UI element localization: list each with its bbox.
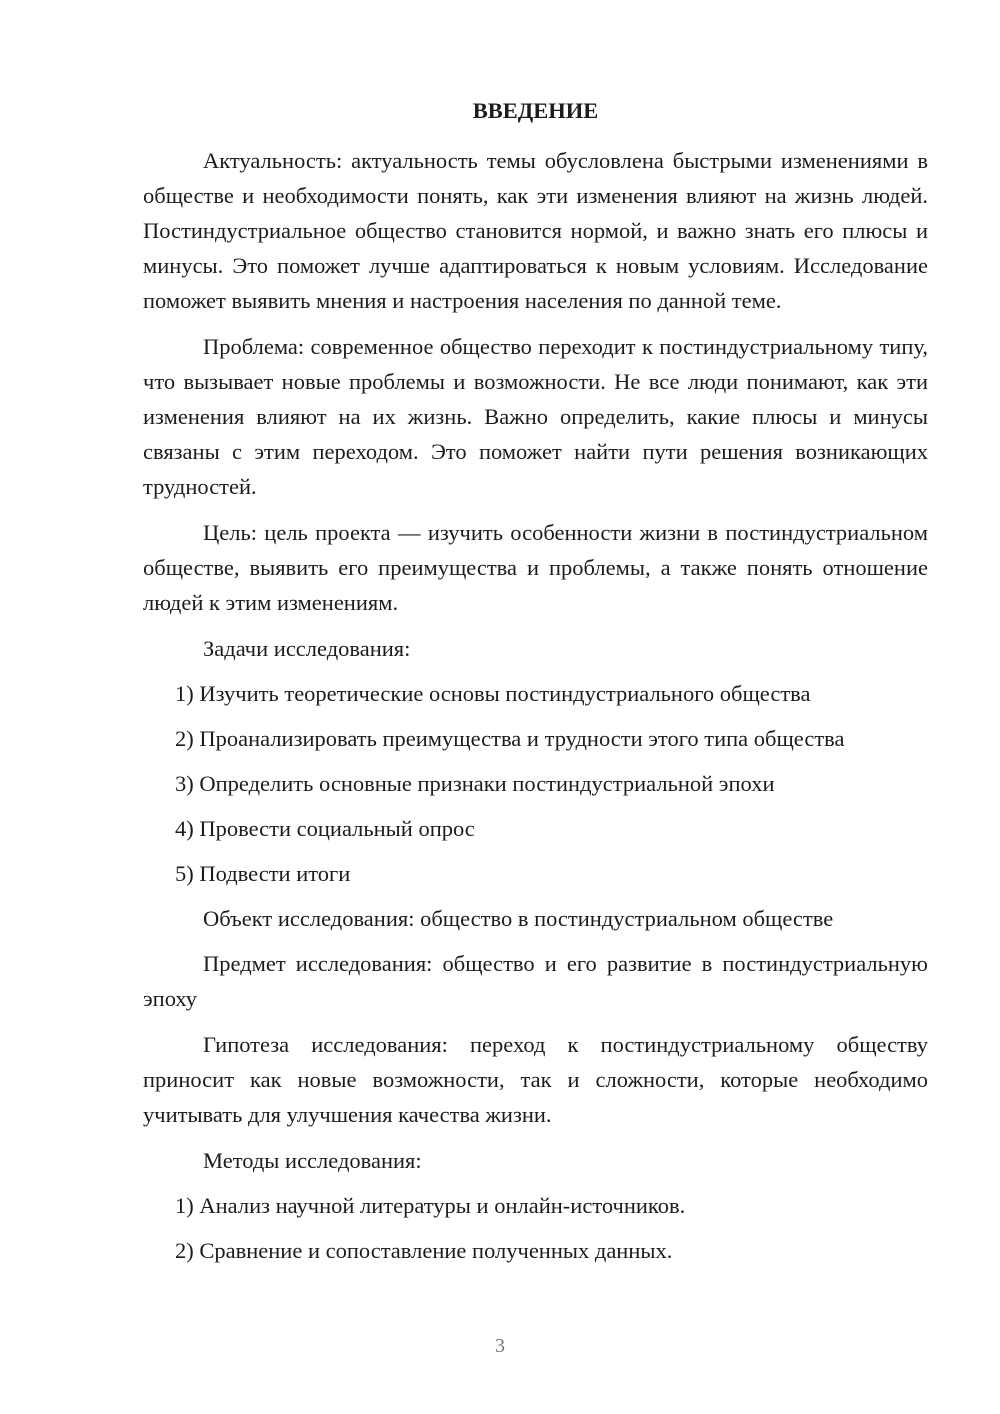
list-item: 1) Изучить теоретические основы постиндустриального общества <box>175 681 811 706</box>
list-item: 3) Определить основные признаки постиндустриальной эпохи <box>175 771 775 796</box>
goal-paragraph: Цель: цель проекта — изучить особенности жизни в постиндустриальном обществе, выявить его преимущества и проблемы, а также понять отношение людей к этим изменениям. <box>143 520 928 615</box>
problem-paragraph: Проблема: современное общество переходит к постиндустриальному типу, что вызывает новые проблемы и возможности. Не все люди понимают, как эти изменения влияют на их жизнь. Важно определить, какие плюсы и минусы связаны с этим переходом. Это поможет найти пути решения возникающих трудностей. <box>143 334 928 499</box>
page-title: ВВЕДЕНИЕ <box>472 98 599 123</box>
methods-heading: Методы исследования: <box>203 1148 422 1173</box>
object-line: Объект исследования: общество в постиндустриальном обществе <box>203 906 834 931</box>
list-item: 4) Провести социальный опрос <box>175 816 475 841</box>
tasks-list <box>143 676 928 891</box>
list-item: 2) Сравнение и сопоставление полученных данных. <box>175 1238 673 1263</box>
document-body <box>143 143 928 1278</box>
methods-list <box>143 1188 928 1268</box>
hypothesis-paragraph: Гипотеза исследования: переход к постиндустриальному обществу приносит как новые возможности, так и сложности, которые необходимо учитывать для улучшения качества жизни. <box>143 1032 928 1127</box>
relevance-paragraph: Актуальность: актуальность темы обусловлена быстрыми изменениями в обществе и необходимости понять, как эти изменения влияют на жизнь людей. Постиндустриальное общество становится нормой, и важно знать его плюсы и минусы. Это поможет лучше адаптироваться к новым условиям. Исследование поможет выявить мнения и настроения населения по данной теме. <box>143 148 928 313</box>
list-item: 5) Подвести итоги <box>175 861 351 886</box>
subject-paragraph: Предмет исследования: общество и его развитие в постиндустриальную эпоху <box>143 951 928 1011</box>
page-number: 3 <box>495 1335 505 1357</box>
list-item: 2) Проанализировать преимущества и трудности этого типа общества <box>175 726 845 751</box>
list-item: 1) Анализ научной литературы и онлайн-источников. <box>175 1193 686 1218</box>
tasks-heading: Задачи исследования: <box>203 636 411 661</box>
